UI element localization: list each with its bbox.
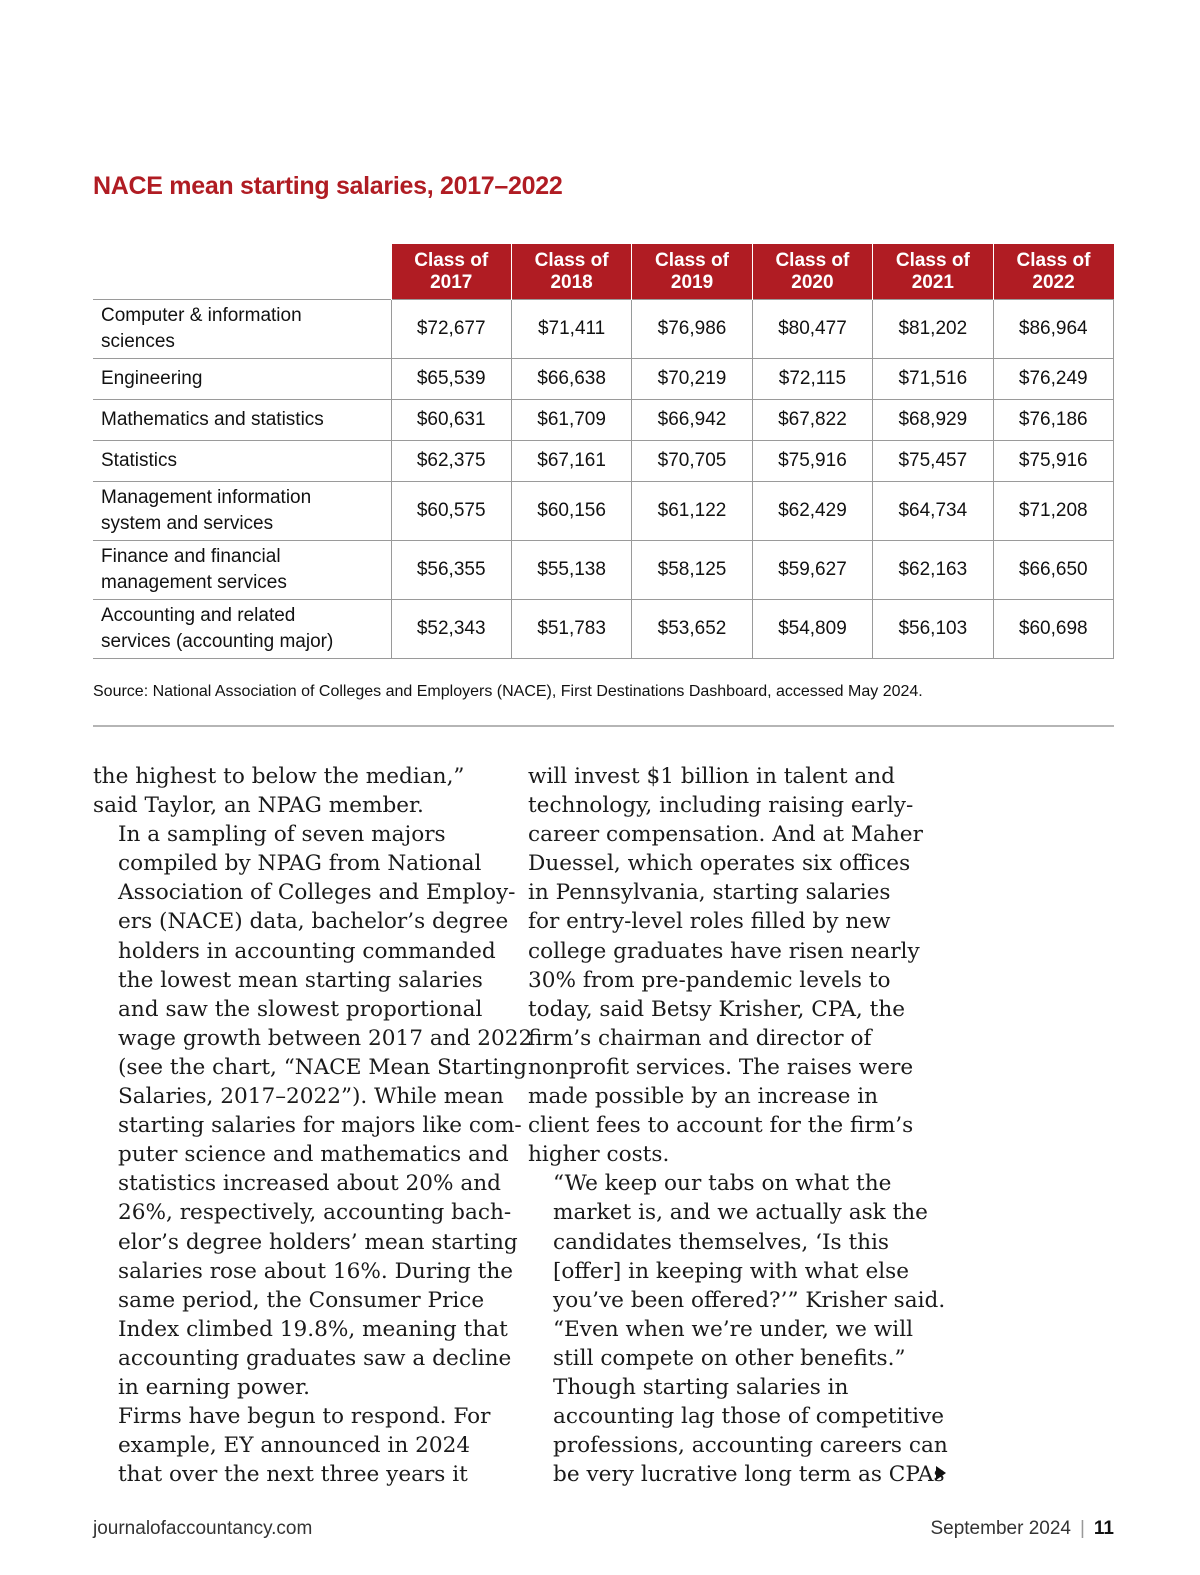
footer-website: journalofaccountancy.com bbox=[93, 1518, 313, 1539]
salary-cell: $54,809 bbox=[752, 600, 872, 659]
salary-cell: $55,138 bbox=[511, 541, 631, 600]
footer-date: September 2024 bbox=[930, 1518, 1071, 1539]
continue-arrow-icon bbox=[936, 1466, 946, 1480]
row-label: Statistics bbox=[93, 441, 391, 482]
salary-cell: $66,638 bbox=[511, 359, 631, 400]
salary-cell: $62,429 bbox=[752, 482, 872, 541]
salary-cell: $56,103 bbox=[873, 600, 993, 659]
salary-cell: $66,942 bbox=[632, 400, 752, 441]
salary-cell: $80,477 bbox=[752, 300, 872, 359]
salary-cell: $60,698 bbox=[993, 600, 1113, 659]
salary-cell: $71,411 bbox=[511, 300, 631, 359]
salary-cell: $67,822 bbox=[752, 400, 872, 441]
column-header-2018: Class of 2018 bbox=[511, 244, 631, 300]
salary-cell: $65,539 bbox=[391, 359, 511, 400]
salary-cell: $61,709 bbox=[511, 400, 631, 441]
salary-cell: $56,355 bbox=[391, 541, 511, 600]
paragraph: “We keep our tabs on what the market is, and we actually ask the candidates themselves, ‘Is this [offer] in keeping with what else you’ve been offered?’” Krisher said. “Even when we’re under, we will still compete on other benefits.” bbox=[553, 1171, 946, 1371]
salary-cell: $75,916 bbox=[993, 441, 1113, 482]
row-label: Management information system and services bbox=[93, 482, 391, 541]
row-label: Finance and financial management services bbox=[93, 541, 391, 600]
salary-cell: $72,115 bbox=[752, 359, 872, 400]
row-label: Computer & information sciences bbox=[93, 300, 391, 359]
salary-cell: $67,161 bbox=[511, 441, 631, 482]
table-row bbox=[93, 400, 1114, 441]
salary-table bbox=[93, 244, 1114, 659]
salary-cell: $62,163 bbox=[873, 541, 993, 600]
salary-cell: $76,986 bbox=[632, 300, 752, 359]
row-label: Mathematics and statistics bbox=[93, 400, 391, 441]
table-row bbox=[93, 482, 1114, 541]
salary-cell: $75,457 bbox=[873, 441, 993, 482]
column-header-2021: Class of 2021 bbox=[873, 244, 993, 300]
table-source-note: Source: National Association of Colleges and Employers (NACE), First Destinations Dashboard, accessed May 2024. bbox=[93, 683, 923, 700]
salary-cell: $62,375 bbox=[391, 441, 511, 482]
row-label: Accounting and related services (accounting major) bbox=[93, 600, 391, 659]
salary-cell: $59,627 bbox=[752, 541, 872, 600]
article-column-right bbox=[528, 762, 948, 1489]
section-divider bbox=[93, 725, 1114, 727]
salary-cell: $75,916 bbox=[752, 441, 872, 482]
salary-cell: $64,734 bbox=[873, 482, 993, 541]
footer-separator: | bbox=[1079, 1518, 1085, 1539]
column-header-2020: Class of 2020 bbox=[752, 244, 872, 300]
paragraph: Though starting salaries in accounting lag those of competitive professions, accounting careers can be very lucrative long term as CPAs bbox=[553, 1374, 948, 1488]
column-header-2017: Class of 2017 bbox=[391, 244, 511, 300]
table-row bbox=[93, 541, 1114, 600]
salary-cell: $72,677 bbox=[391, 300, 511, 359]
footer-issue-info bbox=[930, 1518, 1114, 1540]
salary-cell: $86,964 bbox=[993, 300, 1113, 359]
table-row bbox=[93, 300, 1114, 359]
page-number: 11 bbox=[1093, 1518, 1114, 1539]
article-column-left bbox=[93, 762, 533, 1489]
salary-cell: $70,219 bbox=[632, 359, 752, 400]
salary-cell: $52,343 bbox=[391, 600, 511, 659]
paragraph: the highest to below the median,” said Taylor, an NPAG member. bbox=[93, 764, 465, 819]
table-row bbox=[93, 441, 1114, 482]
salary-cell: $71,208 bbox=[993, 482, 1113, 541]
column-header-2019: Class of 2019 bbox=[632, 244, 752, 300]
salary-cell: $76,186 bbox=[993, 400, 1113, 441]
salary-cell: $60,575 bbox=[391, 482, 511, 541]
column-header-2022: Class of 2022 bbox=[993, 244, 1113, 300]
salary-cell: $81,202 bbox=[873, 300, 993, 359]
salary-cell: $71,516 bbox=[873, 359, 993, 400]
paragraph: will invest $1 billion in talent and technology, including raising early- career compensation. And at Maher Duessel, which operates six offices in Pennsylvania, starting salaries for entry-level roles filled by new college graduates have risen nearly 30% from pre-pandemic levels to today, said Betsy Krisher, CPA, the firm’s chairman and director of nonprofit services. The raises were made possible by an increase in client fees to account for the firm’s higher costs. bbox=[528, 764, 923, 1168]
salary-cell: $70,705 bbox=[632, 441, 752, 482]
table-row bbox=[93, 359, 1114, 400]
table-row bbox=[93, 600, 1114, 659]
salary-cell: $68,929 bbox=[873, 400, 993, 441]
row-label: Engineering bbox=[93, 359, 391, 400]
salary-cell: $60,631 bbox=[391, 400, 511, 441]
header-blank-cell bbox=[93, 244, 391, 300]
paragraph: In a sampling of seven majors compiled by NPAG from National Association of Colleges and Employ- ers (NACE) data, bachelor’s degree holders in accounting commanded the lowest mean starting salaries and saw the slowest proportional wage growth between 2017 and 2022 (see the chart, “NACE Mean Starting Salaries, 2017–2022”). While mean starting salaries for majors like com- puter science and mathematics and statistics increased about 20% and 26%, respectively, accounting bach- elor’s degree holders’ mean starting salaries rose about 16%. During the same period, the Consumer Price Index climbed 19.8%, meaning that accounting graduates saw a decline in earning power. bbox=[118, 822, 533, 1400]
salary-cell: $60,156 bbox=[511, 482, 631, 541]
salary-cell: $76,249 bbox=[993, 359, 1113, 400]
paragraph: Firms have begun to respond. For example, EY announced in 2024 that over the next three years it bbox=[118, 1404, 491, 1488]
table-title: NACE mean starting salaries, 2017–2022 bbox=[93, 172, 563, 200]
table-header-row bbox=[93, 244, 1114, 300]
salary-cell: $58,125 bbox=[632, 541, 752, 600]
salary-cell: $66,650 bbox=[993, 541, 1113, 600]
salary-cell: $51,783 bbox=[511, 600, 631, 659]
salary-cell: $61,122 bbox=[632, 482, 752, 541]
salary-cell: $53,652 bbox=[632, 600, 752, 659]
